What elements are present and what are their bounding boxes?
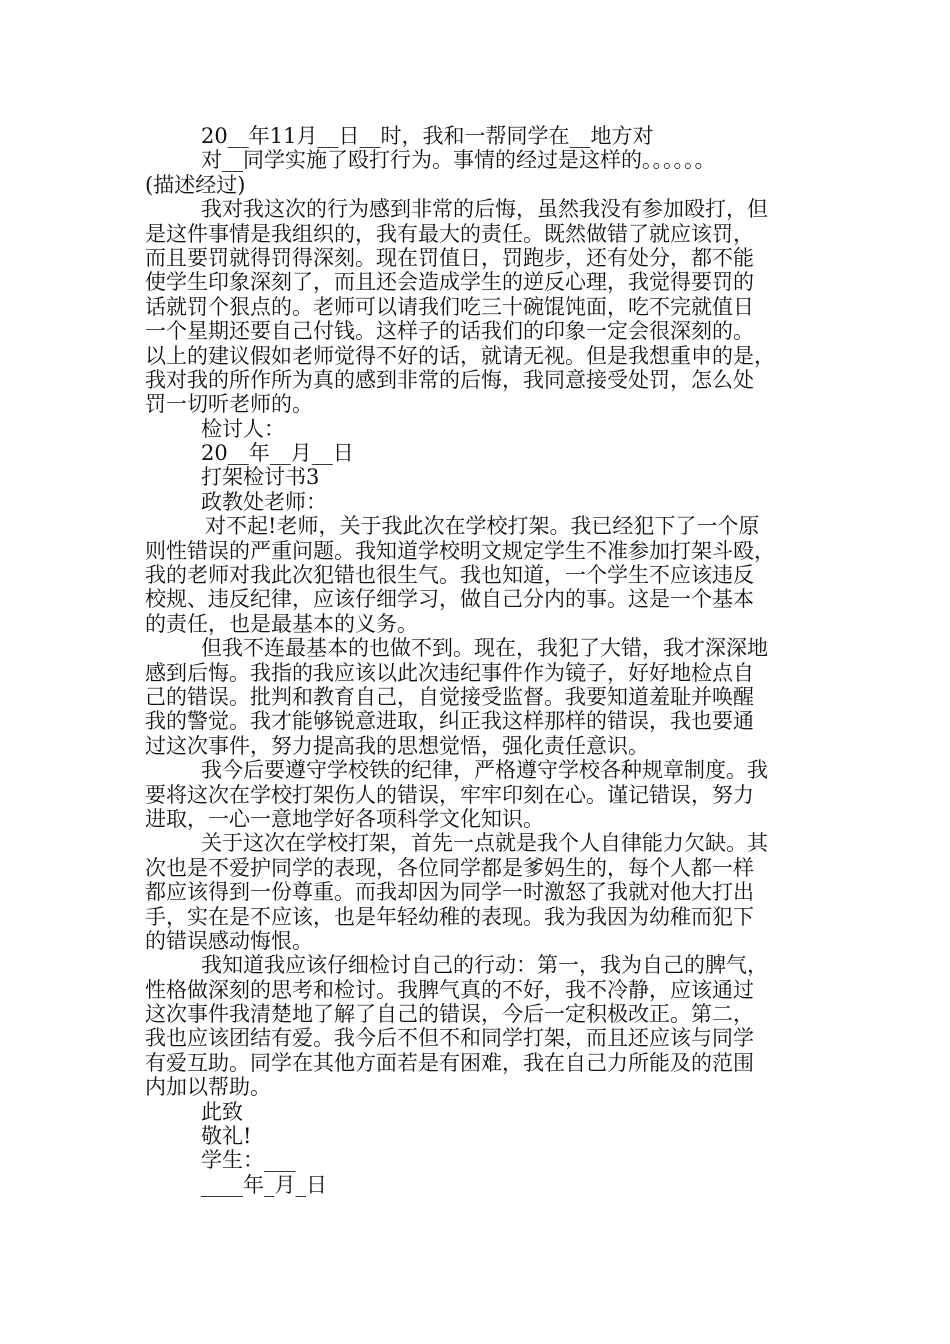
text-line: 是这件事情是我组织的，我有最大的责任。既然做错了就应该罚， <box>145 221 754 246</box>
text-line: 我对我这次的行为感到非常的后悔，虽然我没有参加殴打，但 <box>201 197 768 222</box>
text-line: 而且要罚就得罚得深刻。现在罚值日，罚跑步，还有处分，都不能 <box>145 245 754 270</box>
text-line: 过这次事件，努力提高我的思想觉悟，强化责任意识。 <box>145 733 649 758</box>
text-line: 进取，一心一意地学好各项科学文化知识。 <box>145 806 544 831</box>
text-line: 我今后要遵守学校铁的纪律，严格遵守学校各种规章制度。我 <box>201 758 768 783</box>
text-line: 关于这次在学校打架，首先一点就是我个人自律能力欠缺。其 <box>201 831 768 856</box>
text-line: 20__年11月__日__时，我和一帮同学在__地方对 <box>201 124 654 148</box>
text-line: 内加以帮助。 <box>145 1075 271 1100</box>
closing-line: 敬礼! <box>201 1124 252 1149</box>
text-line: 但我不连最基本的也做不到。现在，我犯了大错，我才深深地 <box>201 636 768 661</box>
text-line: 的错误感动悔恨。 <box>145 928 313 953</box>
text-line: 对__同学实施了殴打行为。事情的经过是这样的。。。。。。 <box>201 148 716 173</box>
text-line: 校规、违反纪律，应该仔细学习，做自己分内的事。这是一个基本 <box>145 587 754 612</box>
text-line: 我对我的所作所为真的感到非常的后悔，我同意接受处罚，怎么处 <box>145 367 754 392</box>
text-line: 手，实在是不应该，也是年轻幼稚的表现。我为我因为幼稚而犯下 <box>145 904 754 929</box>
text-line: 我的警觉。我才能够锐意进取，纠正我这样那样的错误，我也要通 <box>145 709 754 734</box>
text-line: 要将这次在学校打架伤人的错误，牢牢印刻在心。谨记错误，努力 <box>145 782 754 807</box>
text-line: 次也是不爱护同学的表现，各位同学都是爹妈生的，每个人都一样 <box>145 855 754 880</box>
text-line: 使学生印象深刻了，而且还会造成学生的逆反心理，我觉得要罚的 <box>145 270 754 295</box>
text-line: 有爱互助。同学在其他方面若是有困难，我在自己力所能及的范围 <box>145 1050 754 1075</box>
text-line: 话就罚个狠点的。老师可以请我们吃三十碗馄饨面，吃不完就值日 <box>145 294 754 319</box>
text-line: 以上的建议假如老师觉得不好的话，就请无视。但是我想重申的是， <box>145 343 775 368</box>
text-line: 我也应该团结有爱。我今后不但不和同学打架，而且还应该与同学 <box>145 1026 754 1051</box>
date-line: ____年_月_日 <box>201 1172 327 1197</box>
text-line: 则性错误的严重问题。我知道学校明文规定学生不准参加打架斗殴， <box>145 538 775 563</box>
text-line: 这次事件我清楚地了解了自己的错误，今后一定积极改正。第二， <box>145 1002 754 1027</box>
document-body <box>145 124 815 1197</box>
text-line: 我知道我应该仔细检讨自己的行动：第一，我为自己的脾气， <box>201 953 768 978</box>
salutation: 政教处老师： <box>201 489 327 514</box>
text-line: 一个星期还要自己付钱。这样子的话我们的印象一定会很深刻的。 <box>145 319 754 344</box>
text-line: 己的错误。批判和教育自己，自觉接受监督。我要知道羞耻并唤醒 <box>145 684 754 709</box>
signature-label: 检讨人： <box>201 416 285 441</box>
date-line: 20__年__月__日 <box>201 441 354 466</box>
section-title: 打架检讨书3 <box>201 465 320 490</box>
text-line: 我的老师对我此次犯错也很生气。我也知道，一个学生不应该违反 <box>145 563 754 588</box>
closing-line: 此致 <box>201 1099 243 1124</box>
student-signature: 学生：___ <box>201 1148 296 1173</box>
text-line: (描述经过) <box>145 172 246 197</box>
text-line: 性格做深刻的思考和检讨。我脾气真的不好，我不冷静，应该通过 <box>145 977 754 1002</box>
text-line: 罚一切听老师的。 <box>145 392 313 417</box>
text-line: 感到后悔。我指的我应该以此次违纪事件作为镜子，好好地检点自 <box>145 660 754 685</box>
text-line: 都应该得到一份尊重。而我却因为同学一时激怒了我就对他大打出 <box>145 880 754 905</box>
text-line: 的责任，也是最基本的义务。 <box>145 611 418 636</box>
text-line: 对不起!老师，关于我此次在学校打架。我已经犯下了一个原 <box>205 514 760 539</box>
